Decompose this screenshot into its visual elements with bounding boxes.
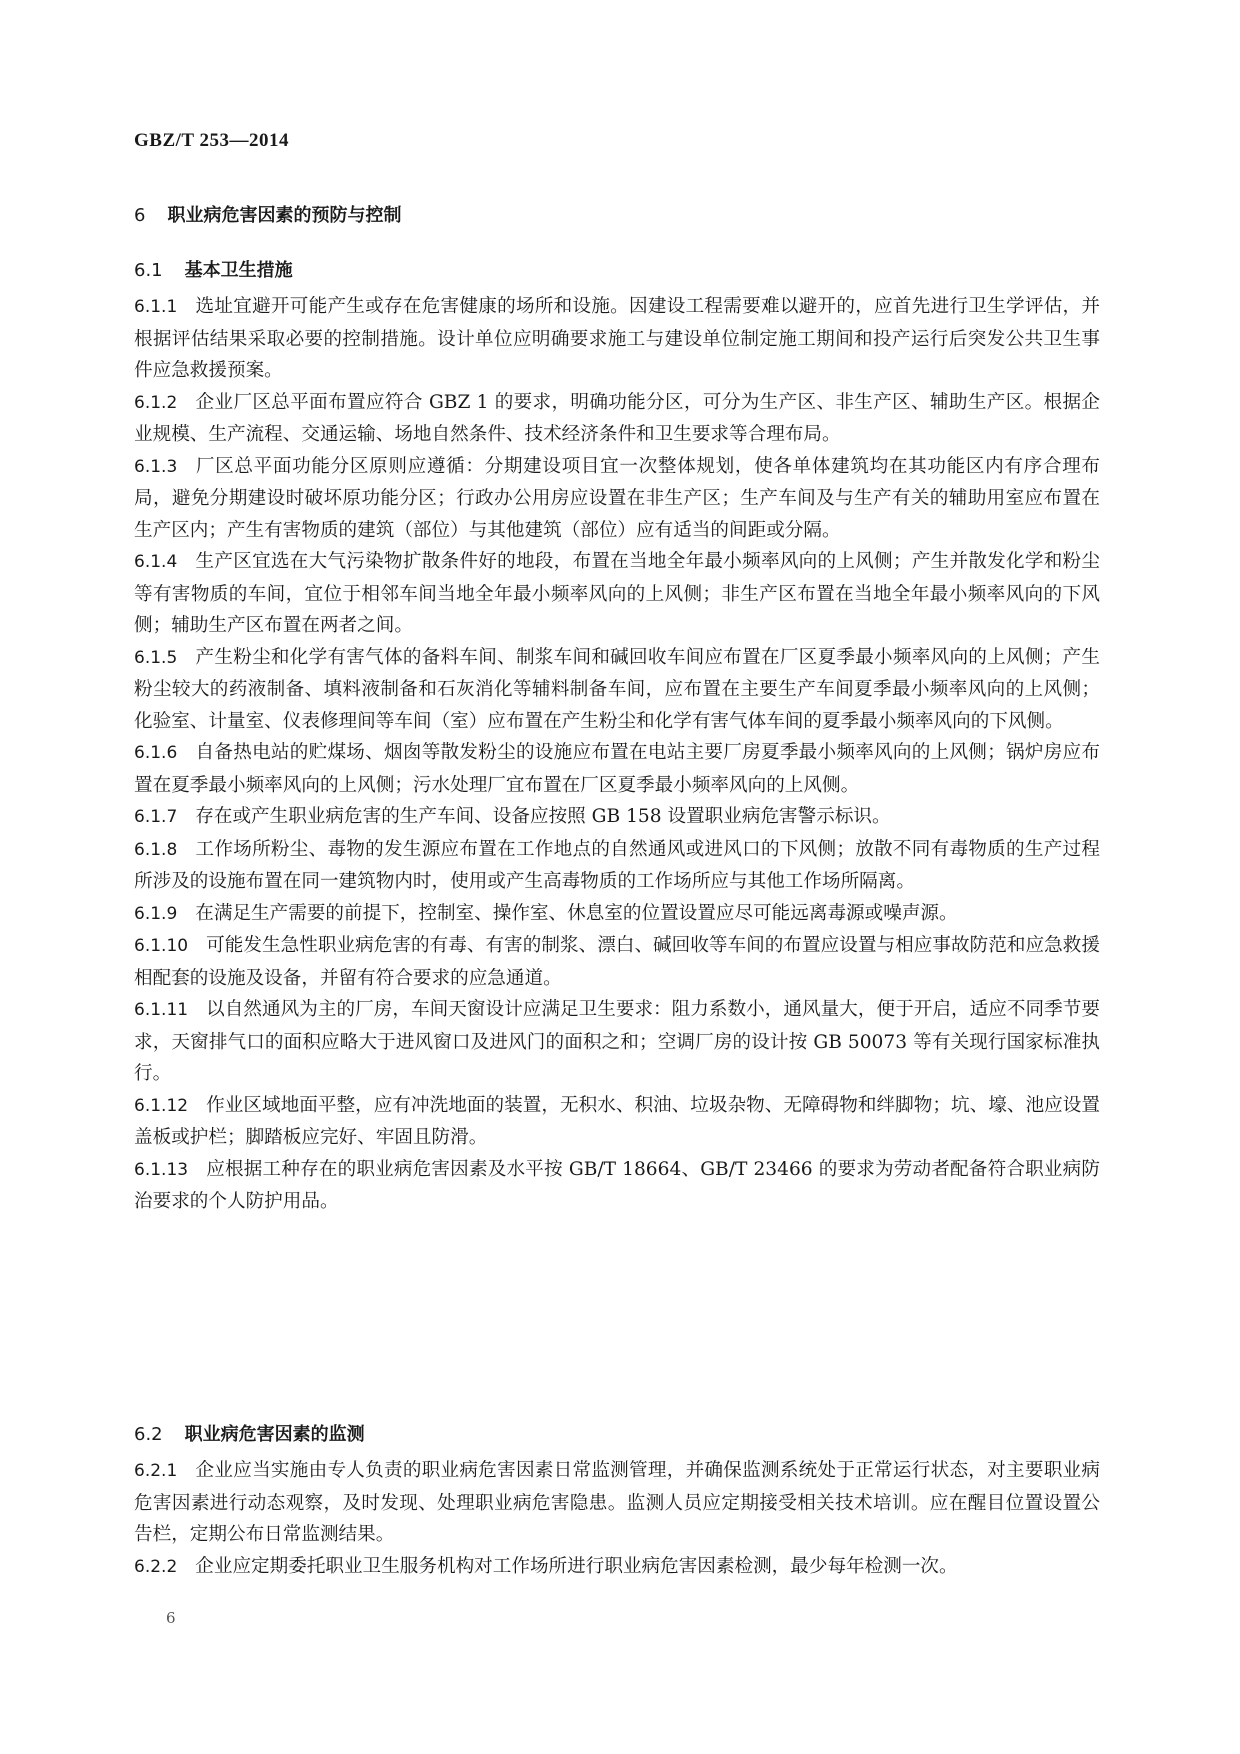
clause-text: 产生粉尘和化学有害气体的备料车间、制浆车间和碱回收车间应布置在厂区夏季最小频率风向的上风侧；产生粉尘较大的药液制备、填料液制备和石灰消化等辅料制备车间，应布置在主要生产车间夏季最小频率风向的上风侧；化验室、计量室、仪表修理间等车间（室）应布置在产生粉尘和化学有害气体车间的夏季最小频率风向的下风侧。 <box>134 646 1100 732</box>
clause <box>134 546 1100 642</box>
clause <box>134 737 1100 801</box>
section-title: 职业病危害因素的监测 <box>184 1424 365 1445</box>
section-number: 6 <box>134 205 146 226</box>
clause-text: 企业应当实施由专人负责的职业病危害因素日常监测管理，并确保监测系统处于正常运行状态，对主要职业病危害因素进行动态观察，及时发现、处理职业病危害隐患。监测人员应定期接受相关技术培训。应在醒目位置设置公告栏，定期公布日常监测结果。 <box>134 1460 1100 1545</box>
clause-text: 生产区宜选在大气污染物扩散条件好的地段，布置在当地全年最小频率风向的上风侧；产生并散发化学和粉尘等有害物质的车间，宜位于相邻车间当地全年最小频率风向的上风侧；非生产区布置在当地全年最小频率风向的下风侧；辅助生产区布置在两者之间。 <box>134 551 1100 636</box>
clause <box>134 1551 1100 1584</box>
clause-number: 6.1.5 <box>134 647 178 668</box>
clause-text: 企业应定期委托职业卫生服务机构对工作场所进行职业病危害因素检测，最少每年检测一次。 <box>195 1555 958 1577</box>
clause-number: 6.2.2 <box>134 1556 178 1577</box>
clause-number: 6.1.6 <box>134 743 178 763</box>
clause <box>134 291 1100 387</box>
clause-number: 6.1.1 <box>134 297 178 317</box>
clause-text: 以自然通风为主的厂房，车间天窗设计应满足卫生要求：阻力系数小，通风量大，便于开启，适应不同季节要求，天窗排气口的面积应略大于进风窗口及进风门的面积之和；空调厂房的设计按 GB 50073 等有关现行国家标准执行。 <box>134 999 1100 1084</box>
clause-number: 6.1.9 <box>134 903 178 924</box>
section-6-1-heading <box>134 256 293 282</box>
clause-text: 可能发生急性职业病危害的有毒、有害的制浆、漂白、碱回收等车间的布置应设置与相应事故防范和应急救援相配套的设施及设备，并留有符合要求的应急通道。 <box>134 935 1100 989</box>
section-6-heading <box>134 201 401 227</box>
clause <box>134 1090 1100 1154</box>
clause-text: 选址宜避开可能产生或存在危害健康的场所和设施。因建设工程需要难以避开的，应首先进行卫生学评估，并根据评估结果采取必要的控制措施。设计单位应明确要求施工与建设单位制定施工期间和投产运行后突发公共卫生事件应急救援预案。 <box>134 296 1100 381</box>
clause-text: 作业区域地面平整，应有冲洗地面的装置，无积水、积油、垃圾杂物、无障碍物和绊脚物；坑、壕、池应设置盖板或护栏；脚踏板应完好、牢固且防滑。 <box>134 1094 1100 1148</box>
clause-number: 6.1.2 <box>134 392 178 413</box>
clause <box>134 994 1100 1090</box>
clause-text: 工作场所粉尘、毒物的发生源应布置在工作地点的自然通风或进风口的下风侧；放散不同有毒物质的生产过程所涉及的设施布置在同一建筑物内时，使用或产生高毒物质的工作场所应与其他工作场所隔离。 <box>134 838 1100 892</box>
page-number: 6 <box>166 1609 176 1627</box>
clause <box>134 898 1100 931</box>
clause <box>134 451 1100 547</box>
clause-number: 6.1.11 <box>134 1000 189 1020</box>
clause-number: 6.1.12 <box>134 1095 189 1116</box>
clause <box>134 1455 1100 1551</box>
clause-number: 6.1.7 <box>134 807 178 827</box>
section-title: 基本卫生措施 <box>184 260 293 281</box>
clause-number: 6.1.13 <box>134 1159 189 1180</box>
clause-text: 应根据工种存在的职业病危害因素及水平按 GB/T 18664、GB/T 23466 的要求为劳动者配备符合职业病防治要求的个人防护用品。 <box>134 1158 1100 1212</box>
clause-number: 6.2.1 <box>134 1461 178 1481</box>
clause-number: 6.1.10 <box>134 936 189 956</box>
clause-text: 在满足生产需要的前提下，控制室、操作室、休息室的位置设置应尽可能远离毒源或噪声源。 <box>195 902 958 924</box>
clause <box>134 930 1100 994</box>
clause <box>134 642 1100 738</box>
clause-number: 6.1.4 <box>134 552 178 572</box>
clause <box>134 801 1100 834</box>
clause <box>134 387 1100 451</box>
clause <box>134 1154 1100 1218</box>
clause-number: 6.1.3 <box>134 456 178 477</box>
clause-text: 自备热电站的贮煤场、烟囱等散发粉尘的设施应布置在电站主要厂房夏季最小频率风向的上风侧；锅炉房应布置在夏季最小频率风向的上风侧；污水处理厂宜布置在厂区夏季最小频率风向的上风侧。 <box>134 742 1100 796</box>
section-number: 6.1 <box>134 260 163 281</box>
clause-text: 企业厂区总平面布置应符合 GBZ 1 的要求，明确功能分区，可分为生产区、非生产区、辅助生产区。根据企业规模、生产流程、交通运输、场地自然条件、技术经济条件和卫生要求等合理布局。 <box>134 391 1100 445</box>
clause-text: 存在或产生职业病危害的生产车间、设备应按照 GB 158 设置职业病危害警示标识。 <box>195 806 891 827</box>
section-6-2-body <box>134 1455 1100 1583</box>
section-title: 职业病危害因素的预防与控制 <box>167 205 402 226</box>
standard-code: GBZ/T 253—2014 <box>134 130 289 151</box>
section-6-2-heading <box>134 1420 365 1446</box>
section-number: 6.2 <box>134 1424 163 1445</box>
clause <box>134 834 1100 898</box>
section-6-1-body <box>134 291 1100 1218</box>
clause-number: 6.1.8 <box>134 839 178 860</box>
clause-text: 厂区总平面功能分区原则应遵循：分期建设项目宜一次整体规划，使各单体建筑均在其功能区内有序合理布局，避免分期建设时破坏原功能分区；行政办公用房应设置在非生产区；生产车间及与生产有关的辅助用室应布置在生产区内；产生有害物质的建筑（部位）与其他建筑（部位）应有适当的间距或分隔。 <box>134 455 1100 541</box>
